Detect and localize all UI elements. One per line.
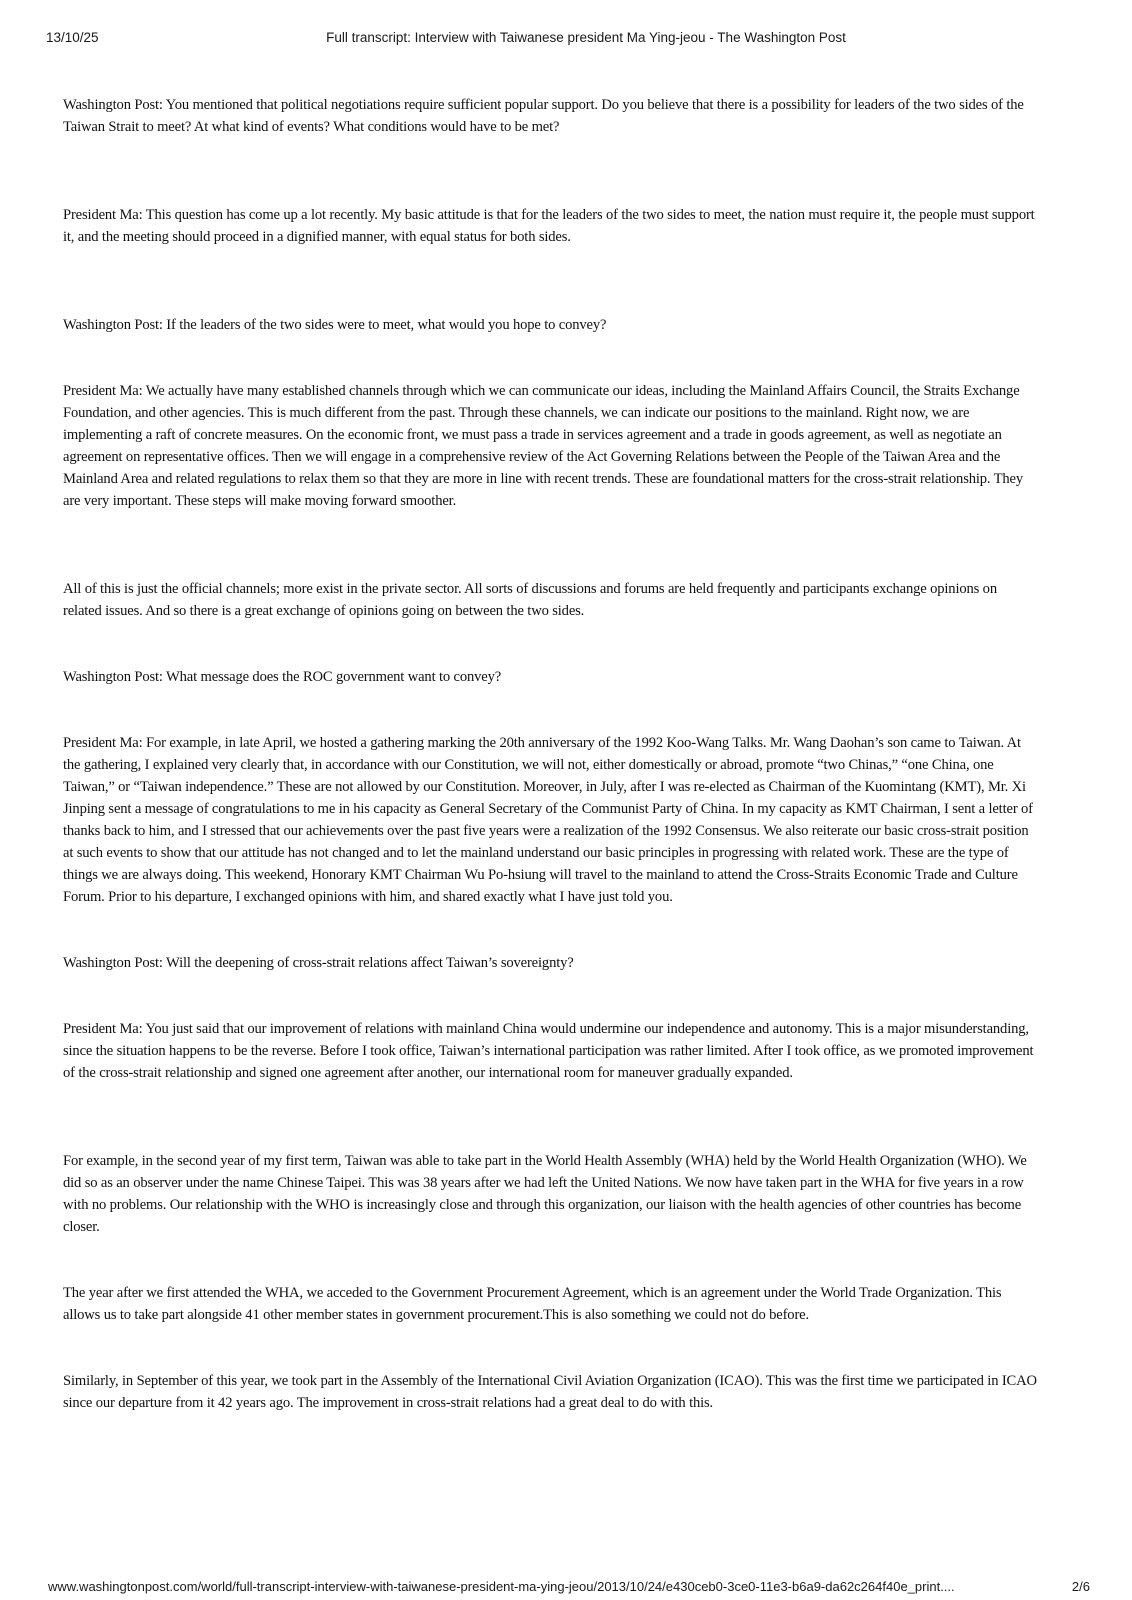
paragraph-question: Washington Post: Will the deepening of cross-strait relations affect Taiwan’s sovereignty? — [63, 955, 574, 971]
paragraph-answer: President Ma: We actually have many established channels through which we can communicate our ideas, including the Mainland Affairs Council, the Straits Exchange Foundation, and other agencies. This is much different from the past. Through these channels, we can indicate our positions to the mainland. Right now, we are implementing a raft of concrete measures. On the economic front, we must pass a trade in services agreement and a trade in goods agreement, as well as negotiate an agreement on representative offices. Then we will engage in a comprehensive review of the Act Governing Relations between the People of the Taiwan Area and the Mainland Area and related regulations to relax them so that they are more in line with recent trends. These are foundational matters for the cross-strait relationship. They are very important. These steps will make moving forward smoother. — [63, 383, 1024, 509]
paragraph-question: Washington Post: What message does the ROC government want to convey? — [63, 669, 502, 685]
paragraph-question: Washington Post: If the leaders of the two sides were to meet, what would you hope to convey? — [63, 317, 607, 333]
print-header — [46, 30, 1086, 50]
page-title: Full transcript: Interview with Taiwanese president Ma Ying-jeou - The Washington Post — [326, 30, 846, 45]
paragraph-answer: President Ma: You just said that our improvement of relations with mainland China would undermine our independence and autonomy. This is a major misunderstanding, since the situation happens to be the reverse. Before I took office, Taiwan’s international participation was rather limited. After I took office, as we promoted improvement of the cross-strait relationship and signed one agreement after another, our international room for maneuver gradually expanded. — [63, 1021, 1034, 1081]
page-number: 2/6 — [1071, 1579, 1090, 1594]
paragraph-answer: President Ma: This question has come up a lot recently. My basic attitude is that for the leaders of the two sides to meet, the nation must require it, the people must support it, and the meeting should proceed in a dignified manner, with equal status for both sides. — [63, 207, 1035, 245]
paragraph-answer: For example, in the second year of my first term, Taiwan was able to take part in the World Health Assembly (WHA) held by the World Health Organization (WHO). We did so as an observer under the name Chinese Taipei. This was 38 years after we had left the United Nations. We now have taken part in the WHA for five years in a row with no problems. Our relationship with the WHO is increasingly close and through this organization, our liaison with the health agencies of other countries has become closer. — [63, 1153, 1027, 1235]
print-footer — [48, 1579, 1090, 1599]
paragraph-answer: President Ma: For example, in late April, we hosted a gathering marking the 20th anniversary of the 1992 Koo-Wang Talks. Mr. Wang Daohan’s son came to Taiwan. At the gathering, I explained very clearly that, in accordance with our Constitution, we will not, either domestically or abroad, promote “two Chinas,” “one China, one Taiwan,” or “Taiwan independence.” These are not allowed by our Constitution. Moreover, in July, after I was re-elected as Chairman of the Kuomintang (KMT), Mr. Xi Jinping sent a message of congratulations to me in his capacity as General Secretary of the Communist Party of China. In my capacity as KMT Chairman, I sent a letter of thanks back to him, and I stressed that our achievements over the past five years were a realization of the 1992 Consensus. We also reiterate our basic cross-strait position at such events to show that our attitude has not changed and to let the mainland understand our basic principles in progressing with related work. These are the type of things we are always doing. This weekend, Honorary KMT Chairman Wu Po-hsiung will travel to the mainland to attend the Cross-Straits Economic Trade and Culture Forum. Prior to his departure, I exchanged opinions with him, and shared exactly what I have just told you. — [63, 735, 1033, 905]
print-date: 13/10/25 — [46, 30, 99, 45]
paragraph-answer: Similarly, in September of this year, we took part in the Assembly of the International Civil Aviation Organization (ICAO). This was the first time we participated in ICAO since our departure from it 42 years ago. The improvement in cross-strait relations had a great deal to do with this. — [63, 1373, 1037, 1411]
paragraph-answer: The year after we first attended the WHA, we acceded to the Government Procurement Agreement, which is an agreement under the World Trade Organization. This allows us to take part alongside 41 other member states in government procurement.This is also something we could not do before. — [63, 1285, 1002, 1323]
transcript-body — [63, 94, 1039, 1414]
paragraph-answer: All of this is just the official channels; more exist in the private sector. All sorts of discussions and forums are held frequently and participants exchange opinions on related issues. And so there is a great exchange of opinions going on between the two sides. — [63, 581, 997, 619]
paragraph-question: Washington Post: You mentioned that political negotiations require sufficient popular support. Do you believe that there is a possibility for leaders of the two sides of the Taiwan Strait to meet? At what kind of events? What conditions would have to be met? — [63, 97, 1024, 135]
page-url: www.washingtonpost.com/world/full-transcript-interview-with-taiwanese-president-ma-ying-jeou/2013/10/24/e430ceb0-3ce0-11e3-b6a9-da62c264f40e_print.... — [48, 1579, 955, 1594]
